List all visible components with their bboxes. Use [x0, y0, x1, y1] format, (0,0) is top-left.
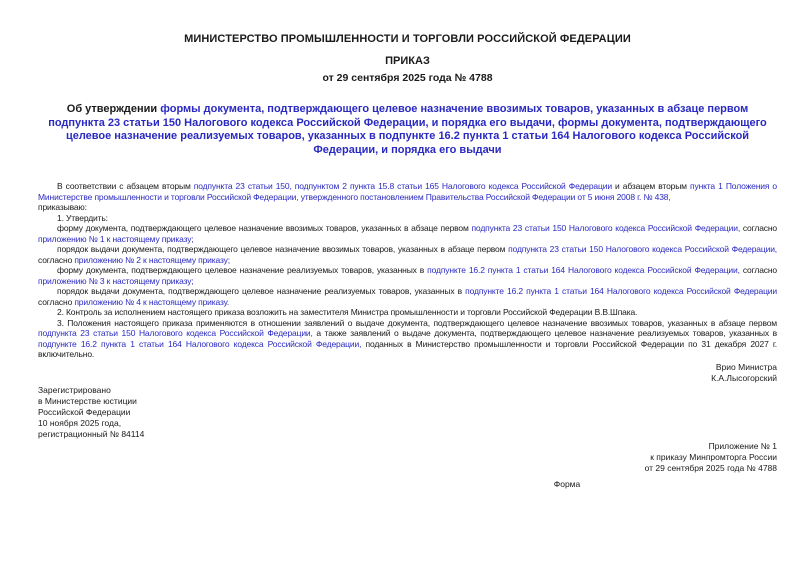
document-title	[38, 103, 777, 157]
document-date-number: от 29 сентября 2025 года № 4788	[322, 72, 493, 84]
paragraph-item-import-procedure	[38, 244, 777, 265]
paragraph-item-import-form	[38, 223, 777, 244]
paragraph-transitional	[38, 318, 777, 360]
doc-reference-link[interactable]: формы документа, подтверждающего целевое назначение ввозимых товаров, указанных в абзаце первом подпункта 23 статьи 150 Налогового кодекса Российской Федерации, и порядка его выдачи, формы документа, подтверждающего целевое назначение реализуемых товаров, указанных в подпункте 16.2 пункта 1 статьи 164 Налогового кодекса Российской Федерации, и порядка его выдачи	[48, 103, 767, 156]
text-segment: согласно	[740, 223, 778, 233]
doc-reference-link[interactable]: приложению № 1 к настоящему приказу;	[38, 233, 194, 244]
registration-line: 10 ноября 2025 года,	[38, 417, 122, 428]
text-segment: поданных в Министерство промышленности и торговли Российской Федерации по 31 декабря 2027 г. включительно.	[38, 338, 777, 359]
appendix-line: Приложение № 1	[708, 440, 777, 451]
doc-reference-link[interactable]: приложению № 3 к настоящему приказу;	[38, 275, 194, 286]
form-label-container	[357, 479, 777, 490]
paragraph-preamble	[38, 181, 777, 202]
text-segment: порядок выдачи документа, подтверждающего целевое назначение реализуемых товаров, указанных в	[57, 286, 466, 296]
registration-line: в Министерстве юстиции	[38, 395, 137, 406]
doc-reference-link[interactable]: подпункте 16.2 пункта 1 статьи 164 Налогового кодекса Российской Федерации	[465, 286, 777, 296]
text-segment: согласно	[739, 265, 777, 275]
form-label: Форма	[553, 478, 581, 489]
appendix-line: к приказу Минпромторга России	[650, 451, 777, 462]
text-segment: форму документа, подтверждающего целевое назначение ввозимых товаров, указанных в абзаце первом	[57, 223, 472, 233]
text-segment: согласно	[38, 254, 75, 265]
doc-reference-link[interactable]: подпункта 23 статьи 150 Налогового кодекса Российской Федерации,	[38, 328, 313, 338]
text-segment: и абзацем вторым	[611, 181, 691, 191]
text-segment: а также заявлений о выдаче документа, подтверждающего целевое назначение реализуемых товаров, указанных в	[312, 328, 777, 338]
registration-line: Зарегистрировано	[38, 384, 111, 395]
paragraph-control: 2. Контроль за исполнением настоящего приказа возложить на заместителя Министра промышленности и торговли Российской Федерации В.В.Шпака.	[57, 307, 638, 317]
appendix-line: от 29 сентября 2025 года № 4788	[644, 462, 777, 473]
registration-line: регистрационный № 84114	[38, 428, 145, 439]
registration-line: Российской Федерации	[38, 406, 131, 417]
paragraph-item-sale-procedure	[38, 286, 777, 307]
doc-reference-link[interactable]: подпункта 23 статьи 150, подпунктом 2 пункта 15.8 статьи 165 Налогового кодекса Российской Федерации	[193, 181, 612, 191]
signer-name: К.А.Лысогорский	[711, 372, 777, 383]
doc-reference-link[interactable]: пункта 1 Положения о Министерстве промышленности и торговли Российской Федерации, утвержденного постановлением Правительства Российской Федерации от 5 июня 2008 г. № 438,	[38, 181, 777, 202]
text-segment: согласно	[38, 296, 75, 307]
signer-role: Врио Министра	[715, 361, 777, 372]
doc-reference-link[interactable]: подпункта 23 статьи 150 Налогового кодекса Российской Федерации,	[508, 244, 777, 254]
doc-reference-link[interactable]: подпункта 23 статьи 150 Налогового кодекса Российской Федерации,	[471, 223, 741, 233]
signature-block	[38, 362, 777, 384]
paragraph-order-word: приказываю:	[38, 202, 87, 212]
ministry-name: МИНИСТЕРСТВО ПРОМЫШЛЕННОСТИ И ТОРГОВЛИ РОССИЙСКОЙ ФЕДЕРАЦИИ	[184, 33, 631, 45]
text-segment: В соответствии с абзацем вторым	[57, 181, 194, 191]
doc-reference-link[interactable]: приложению № 4 к настоящему приказу.	[74, 296, 230, 307]
paragraph-item-sale-form	[38, 265, 777, 286]
appendix-block	[38, 441, 777, 474]
doc-reference-link[interactable]: приложению № 2 к настоящему приказу;	[74, 254, 230, 265]
document-header	[38, 33, 777, 85]
text-segment: Об утверждении	[66, 103, 161, 115]
text-segment: форму документа, подтверждающего целевое назначение реализуемых товаров, указанных в	[57, 265, 428, 275]
text-segment: 3. Положения настоящего приказа применяются в отношении заявлений о выдаче документа, подтверждающего целевое назначение ввозимых товаров, указанных в абзаце первом	[57, 317, 777, 328]
document-type: ПРИКАЗ	[385, 55, 430, 67]
document-body	[38, 181, 777, 360]
paragraph-approve: 1. Утвердить:	[57, 212, 108, 223]
text-segment: порядок выдачи документа, подтверждающего целевое назначение ввозимых товаров, указанных в абзаце первом	[57, 244, 509, 254]
registration-block	[38, 385, 777, 440]
doc-reference-link[interactable]: подпункте 16.2 пункта 1 статьи 164 Налогового кодекса Российской Федерации,	[427, 265, 740, 275]
doc-reference-link[interactable]: подпункте 16.2 пункта 1 статьи 164 Налогового кодекса Российской Федерации,	[38, 338, 362, 349]
